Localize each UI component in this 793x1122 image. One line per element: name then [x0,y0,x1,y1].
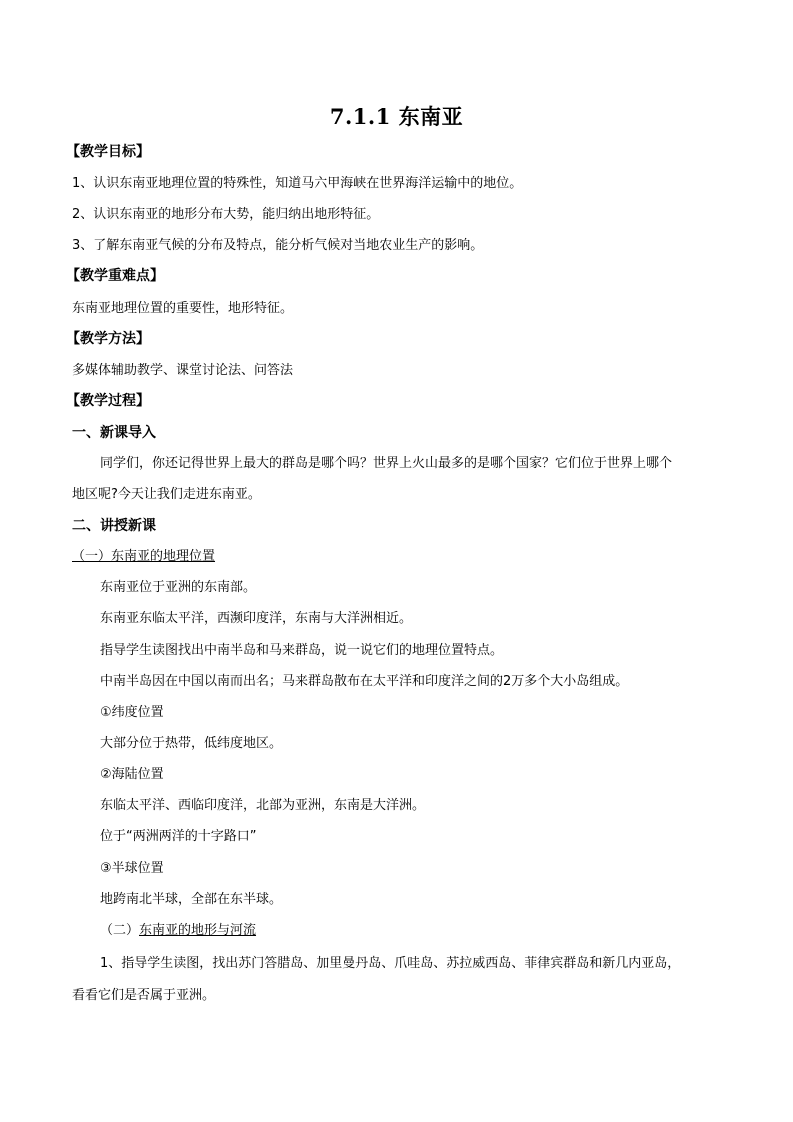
objective-item: 3、了解东南亚气候的分布及特点，能分析气候对当地农业生产的影响。 [72,238,484,253]
objectives-heading: 【教学目标】 [66,144,150,160]
objective-item: 2、认识东南亚的地形分布大势，能归纳出地形特征。 [72,207,380,222]
part2-paragraph-line: 1、指导学生读图，找出苏门答腊岛、加里曼丹岛、爪哇岛、苏拉威西岛、菲律宾群岛和新几内亚岛， [100,956,681,971]
part1-heading: （一）东南亚的地理位置 [72,549,216,564]
part2-prefix: （二） [100,923,140,938]
part1-line: 位于“两洲两洋的十字路口” [100,829,257,844]
part1-line: 中南半岛因在中国以南而出名；马来群岛散布在太平洋和印度洋之间的2万多个大小岛组成。 [100,674,629,689]
part1-line: 大部分位于热带，低纬度地区。 [100,736,283,751]
part1-line: 东南亚东临太平洋，西濒印度洋，东南与大洋洲相近。 [100,611,413,626]
key-points-text: 东南亚地理位置的重要性，地形特征。 [72,301,294,316]
methods-heading: 【教学方法】 [66,331,150,347]
part1-line: ③半球位置 [100,861,164,876]
key-points-heading: 【教学重难点】 [66,268,164,284]
new-lesson-heading: 二、讲授新课 [72,518,156,534]
objective-item: 1、认识东南亚地理位置的特殊性，知道马六甲海峡在世界海洋运输中的地位。 [72,176,523,191]
methods-text: 多媒体辅助教学、课堂讨论法、问答法 [72,363,294,378]
part2-paragraph-line: 看看它们是否属于亚洲。 [72,988,216,1003]
intro-heading: 一、新课导入 [72,425,156,441]
part2-title: 东南亚的地形与河流 [139,923,257,938]
process-heading: 【教学过程】 [66,393,150,409]
intro-paragraph-line: 同学们，你还记得世界上最大的群岛是哪个吗？世界上火山最多的是哪个国家？它们位于世界上哪个 [100,456,673,471]
part1-line: ②海陆位置 [100,767,164,782]
part1-line: 东临太平洋、西临印度洋，北部为亚洲，东南是大洋洲。 [100,798,426,813]
part1-line: 地跨南北半球，全部在东半球。 [100,892,283,907]
part2-heading [100,922,256,940]
part1-line: 指导学生读图找出中南半岛和马来群岛，说一说它们的地理位置特点。 [100,643,504,658]
part1-line: 东南亚位于亚洲的东南部。 [100,580,257,595]
page-title: 7.1.1 东南亚 [329,104,464,129]
part1-line: ①纬度位置 [100,705,164,720]
intro-paragraph-line: 地区呢?今天让我们走进东南亚。 [72,487,261,502]
